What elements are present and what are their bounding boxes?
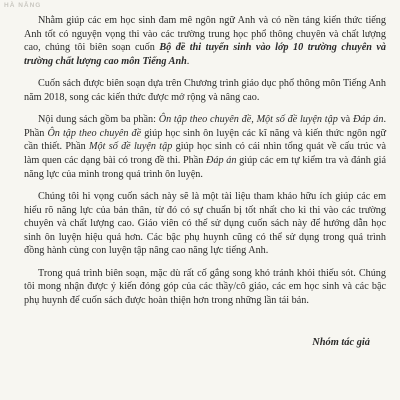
text-run: giúp học sinh có cái nhìn tổng quát về cấu trúc và làm quen các dạng bài có trong đề thi. Phần [24, 141, 387, 166]
text-run: . Phần [24, 114, 386, 139]
faint-header-mark: HÀ NẴNG [4, 2, 42, 9]
text-run: Cuốn sách được biên soạn dựa trên Chương trình giáo dục phổ thông môn Tiếng Anh năm 2018, song các kiến thức được mở rộng và nâng cao. [24, 78, 386, 103]
text-run: Nhằm giúp các em học sinh đam mê ngôn ngữ Anh và có nền tảng kiến thức tiếng Anh tốt có nguyện vọng thi vào các trường trung học phổ thông chuyên và chất lượng cao, chúng tôi biên soạn cuốn [24, 15, 386, 54]
text-run: Đáp án [206, 154, 237, 166]
text-run: Đáp án [352, 114, 384, 126]
text-run: Bộ đề thi tuyển sinh vào lớp 10 trường chuyên và trường chất lượng cao môn Tiếng Anh [24, 42, 386, 67]
text-run: Chúng tôi hi vọng cuốn sách này sẽ là một tài liệu tham khảo hữu ích giúp các em hiểu rõ năng lực của bản thân, từ đó có sự chuẩn bị tốt nhất cho kì thi vào các trường chuyên và chất lượng cao. Giáo viên có thể sử dụng cuốn sách này để hướng dẫn học sinh ôn luyện hiệu quả hơn. Các bậc phụ huynh cũng có thể sử dụng trong quá trình đồng hành cùng con luyện tập nâng cao năng lực tiếng Anh. [24, 190, 386, 257]
preface-body [24, 14, 386, 316]
text-run: giúp các em tự kiểm tra và đánh giá năng lực của mình trong quá trình ôn luyện. [24, 154, 386, 180]
text-run: và [337, 114, 353, 126]
paragraph-intro [24, 14, 386, 68]
text-run: Ôn tập theo chuyên đề [47, 127, 142, 139]
text-run: Ôn tập theo chuyên đề, Một số đề luyện tập [158, 114, 338, 126]
text-run: Nội dung sách gồm ba phần: [38, 114, 159, 126]
author-signature: Nhóm tác giả [312, 337, 370, 348]
paragraph-purpose [24, 190, 386, 258]
text-run: Trong quá trình biên soạn, mặc dù rất cố gắng song khó tránh khỏi thiếu sót. Chúng tôi mong nhận được ý kiến đóng góp của các thầy/cô giáo, các em học sinh và các bậc phụ huynh để cuốn sách được hoàn thiện hơn trong những lần tái bản. [24, 267, 386, 306]
paragraph-contents [24, 113, 386, 181]
text-run: . [186, 55, 190, 67]
text-run: Một số đề luyện tập [89, 141, 173, 153]
text-run: giúp học sinh ôn luyện các kĩ năng và kiến thức ngôn ngữ cần thiết. Phần [24, 127, 386, 153]
paragraph-curriculum [24, 77, 386, 104]
paragraph-closing [24, 267, 386, 308]
